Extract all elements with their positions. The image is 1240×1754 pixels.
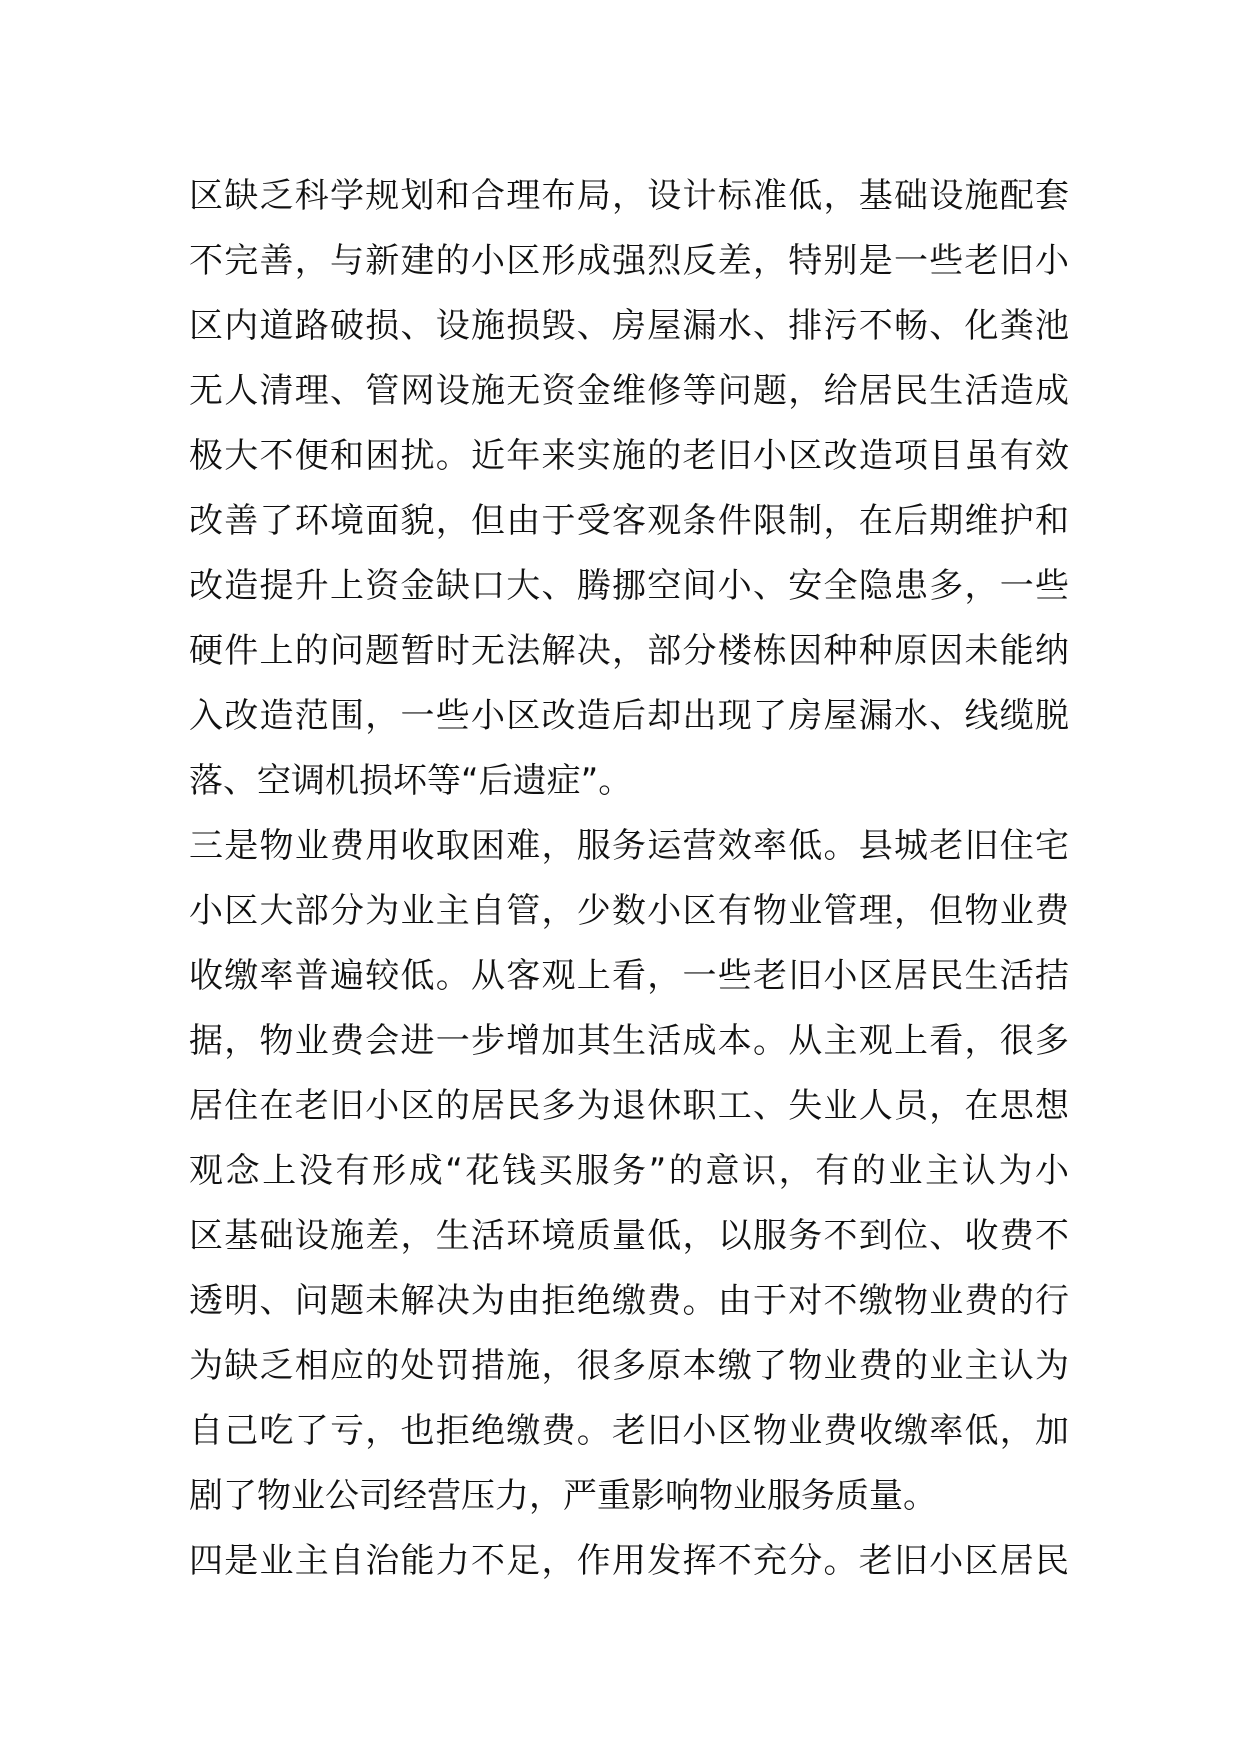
text-line: 极大不便和困扰。近年来实施的老旧小区改造项目虽有效: [189, 436, 1069, 476]
text-line: 三是物业费用收取困难，服务运营效率低。县城老旧住宅: [189, 826, 1069, 866]
text-line: 改造提升上资金缺口大、腾挪空间小、安全隐患多，一些: [189, 566, 1069, 606]
paragraph-continuation: [189, 164, 1069, 814]
paragraph-4: [189, 1529, 1069, 1594]
text-line: 观念上没有形成“花钱买服务”的意识，有的业主认为小: [189, 1151, 1069, 1191]
text-line: 居住在老旧小区的居民多为退休职工、失业人员，在思想: [189, 1086, 1069, 1126]
text-line: 入改造范围，一些小区改造后却出现了房屋漏水、线缆脱: [189, 696, 1069, 736]
text-line: 收缴率普遍较低。从客观上看，一些老旧小区居民生活拮: [189, 956, 1069, 996]
text-line: 硬件上的问题暂时无法解决，部分楼栋因种种原因未能纳: [189, 631, 1069, 671]
text-line: 自己吃了亏，也拒绝缴费。老旧小区物业费收缴率低，加: [189, 1411, 1069, 1451]
text-line: 不完善，与新建的小区形成强烈反差，特别是一些老旧小: [189, 241, 1069, 281]
text-line: 落、空调机损坏等“后遗症”。: [189, 761, 633, 801]
text-line: 四是业主自治能力不足，作用发挥不充分。老旧小区居民: [189, 1541, 1069, 1581]
paragraph-3: [189, 814, 1069, 1529]
text-line: 区基础设施差，生活环境质量低，以服务不到位、收费不: [189, 1216, 1069, 1256]
text-line: 小区大部分为业主自管，少数小区有物业管理，但物业费: [189, 891, 1069, 931]
text-line: 区内道路破损、设施损毁、房屋漏水、排污不畅、化粪池: [189, 306, 1069, 346]
text-line: 为缺乏相应的处罚措施，很多原本缴了物业费的业主认为: [189, 1346, 1069, 1386]
text-line: 改善了环境面貌，但由于受客观条件限制，在后期维护和: [189, 501, 1069, 541]
text-line: 据，物业费会进一步增加其生活成本。从主观上看，很多: [189, 1021, 1069, 1061]
text-line: 透明、问题未解决为由拒绝缴费。由于对不缴物业费的行: [189, 1281, 1069, 1321]
text-line: 剧了物业公司经营压力，严重影响物业服务质量。: [189, 1476, 937, 1516]
document-body: [189, 164, 1069, 1594]
text-line: 无人清理、管网设施无资金维修等问题，给居民生活造成: [189, 371, 1069, 411]
text-line: 区缺乏科学规划和合理布局，设计标准低，基础设施配套: [189, 176, 1069, 216]
